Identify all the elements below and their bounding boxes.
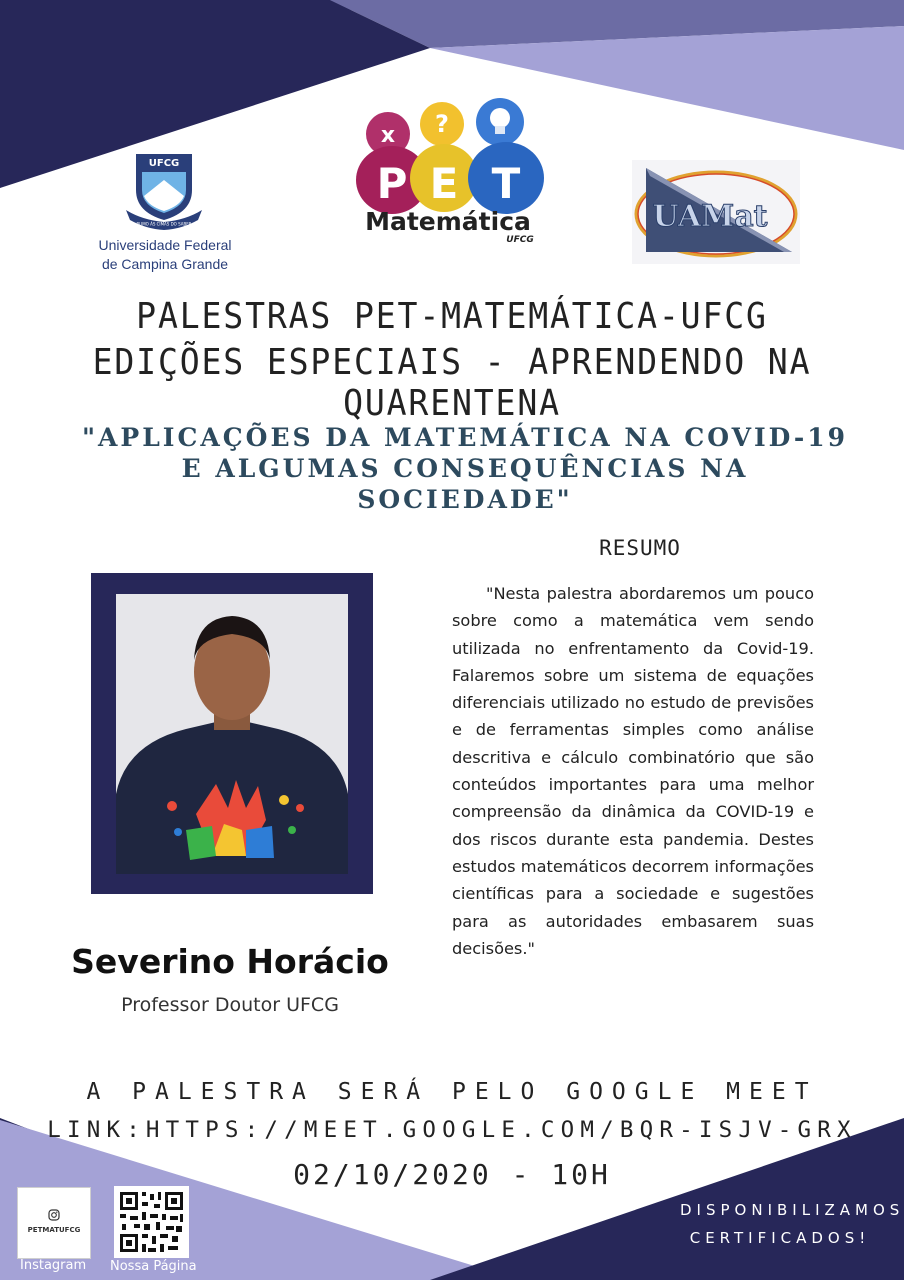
pet-sublabel: UFCG bbox=[506, 235, 534, 245]
event-link[interactable]: LINK:HTTPS://MEET.GOOGLE.COM/BQR-ISJV-GRX bbox=[47, 1117, 857, 1143]
pet-matematica-logo bbox=[352, 98, 548, 246]
uamat-label: UAMat bbox=[652, 199, 768, 234]
instagram-caption: Instagram bbox=[20, 1258, 87, 1273]
ufcg-name-line2: de Campina Grande bbox=[101, 256, 229, 272]
talk-title bbox=[80, 422, 850, 515]
ufcg-motto: RUMO ÀS CIMAS DO SABER bbox=[136, 221, 192, 227]
talk-title-line1: "APLICAÇÕES DA MATEMÁTICA NA COVID-19 bbox=[81, 423, 848, 452]
resumo-body: "Nesta palestra abordaremos um pouco sobre como a matemática vem sendo utilizada no enfrentamento da Covid-19. Falaremos sobre um sistema de equações diferenciais utilizado no estudo de previsões e de ferramentas simples como análise descritiva e cálculo combinatório que são conteúdos importantes para uma melhor compreensão da dinâmica da COVID-19 e dos riscos durante esta pandemia. Destes estudos matemáticos decorrem informações científicas para a sociedade e sugestões para as autoridades embasarem suas decisões." bbox=[452, 584, 814, 958]
event-platform: A PALESTRA SERÁ PELO GOOGLE MEET bbox=[86, 1079, 818, 1105]
cert-line1: DISPONIBILIZAMOS bbox=[680, 1201, 904, 1219]
ufcg-logo bbox=[122, 150, 206, 232]
talk-title-line3: SOCIEDADE" bbox=[357, 485, 573, 514]
instagram-handle: PETMATUFCG bbox=[27, 1226, 81, 1234]
event-datetime: 02/10/2020 - 10H bbox=[293, 1158, 611, 1191]
resumo-heading: RESUMO bbox=[599, 536, 681, 560]
pet-label: Matemática bbox=[365, 207, 531, 236]
instagram-card[interactable] bbox=[17, 1187, 91, 1259]
pet-badge-question: ? bbox=[435, 110, 449, 138]
pet-letter-t: T bbox=[491, 159, 521, 208]
talk-title-line2: E ALGUMAS CONSEQUÊNCIAS NA bbox=[181, 454, 749, 483]
ufcg-acronym: UFCG bbox=[148, 158, 180, 169]
speaker-name: Severino Horácio bbox=[71, 942, 389, 981]
speaker-role: Professor Doutor UFCG bbox=[121, 994, 339, 1016]
qr-code-icon bbox=[114, 1186, 189, 1258]
cert-line2: CERTIFICADOS! bbox=[689, 1229, 871, 1247]
qr-caption: Nossa Página bbox=[110, 1259, 197, 1274]
ufcg-name-line1: Universidade Federal bbox=[98, 237, 232, 253]
uamat-logo bbox=[632, 160, 800, 264]
ufcg-name bbox=[90, 236, 240, 274]
pet-letter-p: P bbox=[376, 159, 408, 208]
header-line-2: EDIÇÕES ESPECIAIS - APRENDENDO NA QUARENTENA bbox=[92, 342, 812, 424]
pet-letter-e: E bbox=[429, 159, 459, 208]
qr-code[interactable] bbox=[114, 1186, 189, 1258]
header-line-1: PALESTRAS PET-MATEMÁTICA-UFCG bbox=[136, 296, 768, 337]
speaker-photo bbox=[116, 594, 348, 874]
instagram-icon bbox=[48, 1209, 60, 1221]
pet-badge-x: x bbox=[380, 123, 396, 148]
certificates-note bbox=[680, 1196, 904, 1252]
